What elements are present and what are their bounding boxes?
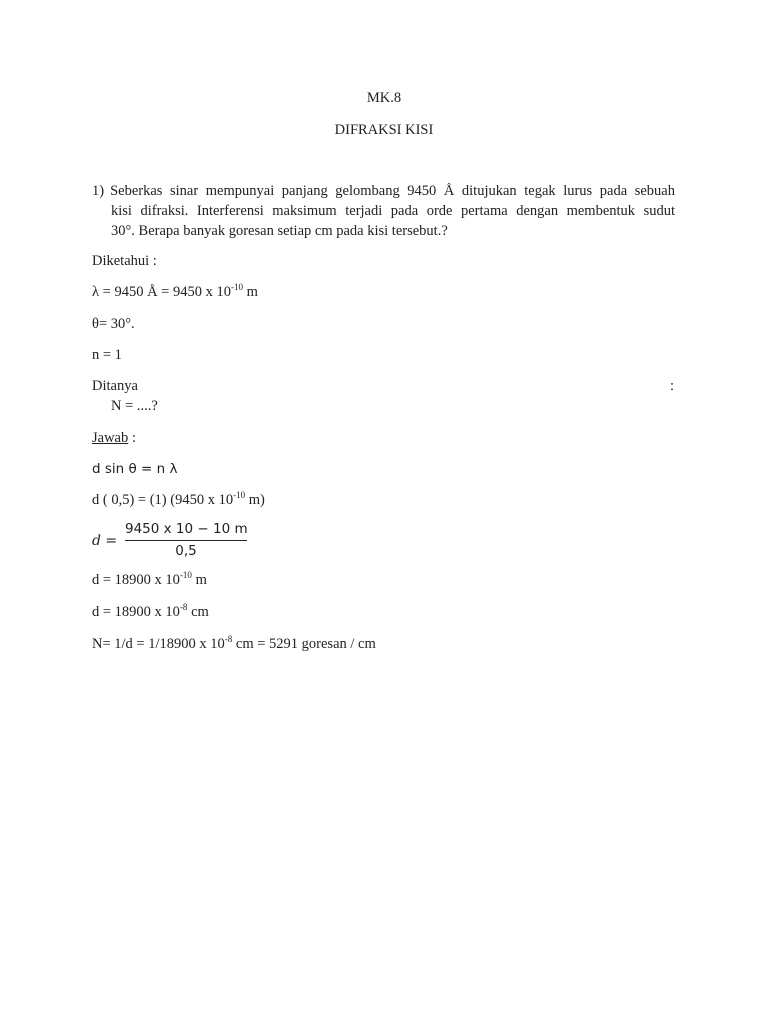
answer-result: N= 1/d = 1/18900 x $10^{-8}$ cm = 5291 goresan / cm <box>92 634 376 652</box>
known-lambda: λ = 9450 Å = 9450 x $10^{-10}$ m <box>92 282 258 300</box>
answer-step-1: d ( 0,5) = (1) (9450 x $10^{-10}$ m) <box>92 490 265 508</box>
question-text-3: 30°. Berapa banyak goresan setiap cm pada kisi tersebut.? <box>111 223 448 239</box>
fraction-denominator: 0,5 <box>175 543 197 559</box>
exponent: -10 <box>233 490 246 500</box>
known-theta: θ= 30°. <box>92 316 135 332</box>
exponent: -8 <box>179 602 188 612</box>
asked-item: N = ....? <box>111 398 158 414</box>
question-line-1 <box>92 181 675 201</box>
answer-formula: d sin θ = n λ <box>92 461 178 477</box>
exponent: -10 <box>230 282 243 292</box>
known-n: n = 1 <box>92 347 122 363</box>
exponent: -8 <box>224 634 233 644</box>
asked-colon: : <box>670 378 675 394</box>
question-1 <box>92 181 675 241</box>
answer-step-2: d = 18900 x $10^{-10}$ m <box>92 570 207 588</box>
question-text-2: kisi difraksi. Interferensi maksimum terjadi pada orde pertama dengan membentuk sudut <box>111 203 675 219</box>
answer-step-3: d = 18900 x $10^{-8}$ cm <box>92 602 209 620</box>
answer-heading: Jawab : <box>92 430 136 446</box>
question-number: 1) <box>92 183 105 199</box>
document-title: DIFRAKSI KISI <box>334 122 434 138</box>
fraction-numerator: 9450 x 10 − 10 m <box>125 521 248 537</box>
exponent: -10 <box>179 570 192 580</box>
fraction <box>125 520 247 561</box>
document-code: MK.8 <box>366 90 402 106</box>
question-text-1: Seberkas sinar mempunyai panjang gelombang 9450 Å ditujukan tegak lurus pada sebuah <box>110 183 675 199</box>
fraction-label: d = <box>92 533 118 549</box>
known-heading: Diketahui : <box>92 253 157 269</box>
asked-heading: Ditanya <box>92 378 138 394</box>
